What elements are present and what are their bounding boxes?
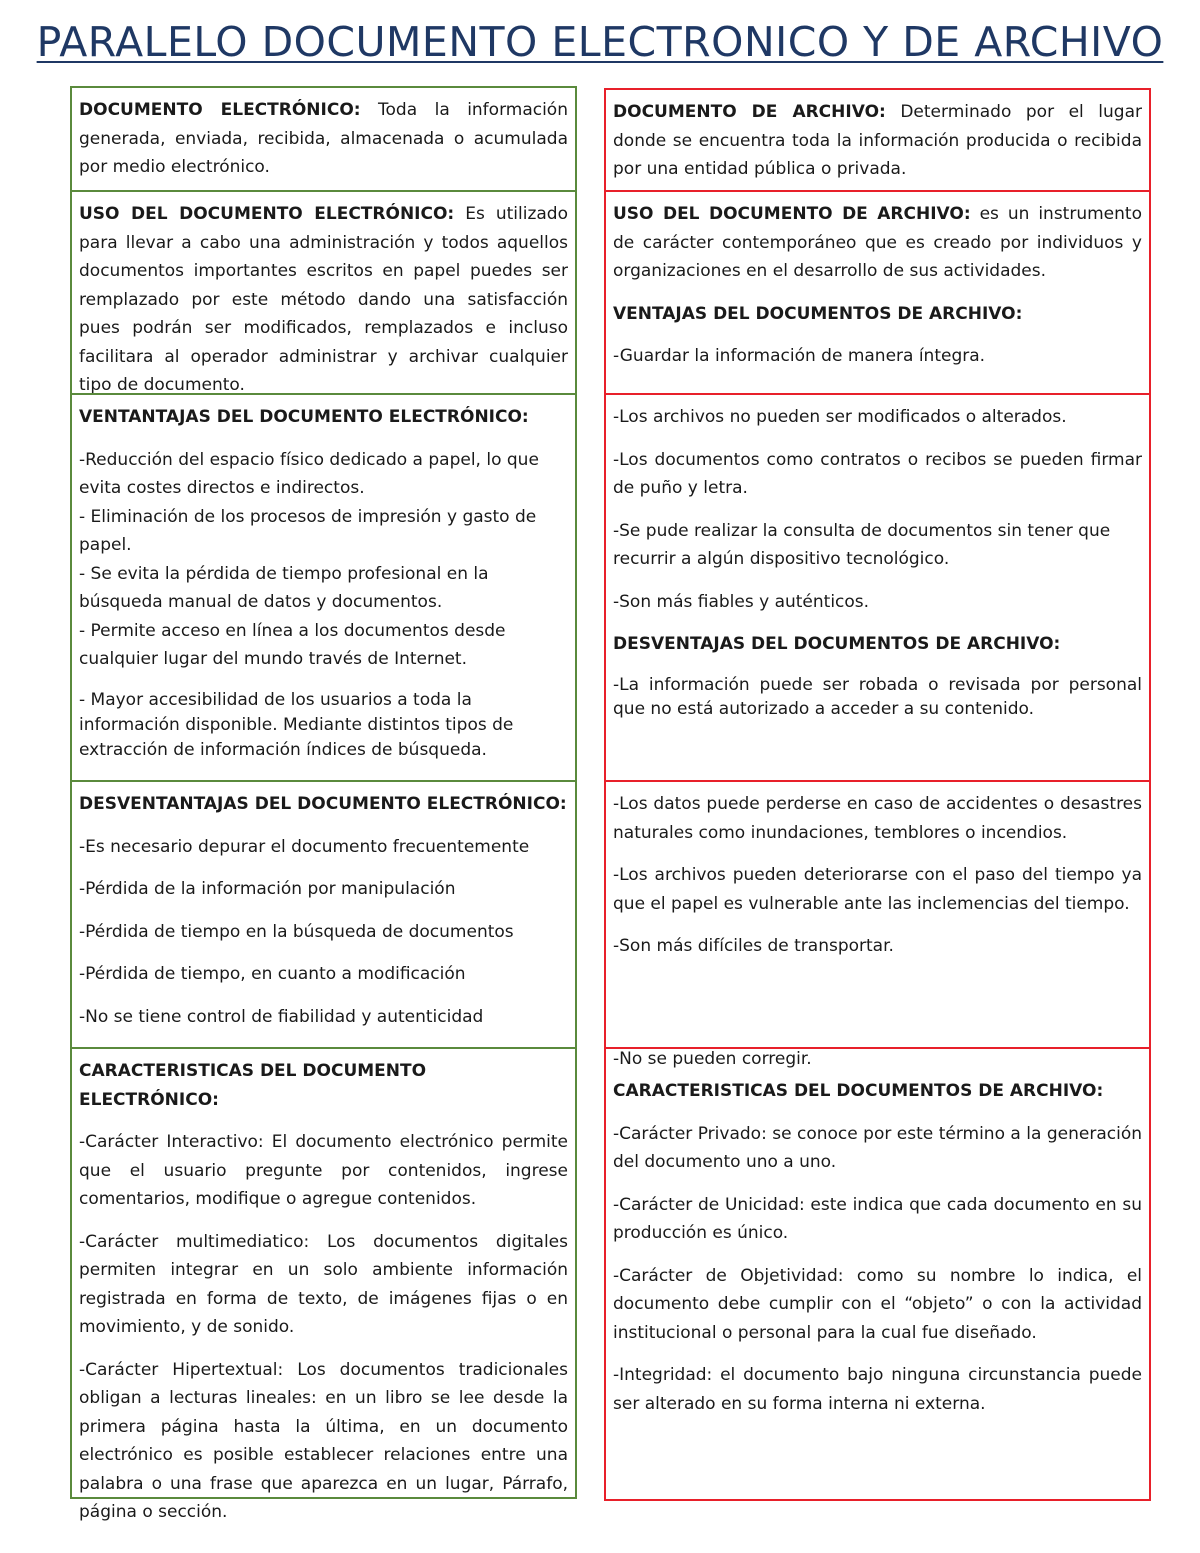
list-item: -Carácter de Unicidad: este indica que cada documento en su producción es único. (613, 1194, 1142, 1243)
list-item: - Se evita la pérdida de tiempo profesional en la búsqueda manual de datos y documentos. (79, 563, 489, 612)
electronic-disadvantages-box (70, 780, 577, 1049)
electronic-usage-label: USO DEL DOCUMENTO ELECTRÓNICO: (79, 204, 455, 224)
list-item: -Se pude realizar la consulta de documentos sin tener que recurrir a algún dispositivo tecnológico. (613, 520, 1111, 569)
archive-usage (613, 200, 1142, 286)
archive-usage-text: es un instrumento de carácter contemporáneo que es creado por individuos y organizaciones en el desarrollo de sus actividades. (613, 204, 1142, 281)
electronic-usage (79, 200, 568, 400)
list-item: -Carácter multimediatico: Los documentos digitales permiten integrar en un solo ambiente información registrada en forma de texto, de imágenes fijas o en movimiento, y de sonido. (79, 1231, 568, 1337)
list-item: -Integridad: el documento bajo ninguna circunstancia puede ser alterado en su forma interna ni externa. (613, 1365, 1142, 1414)
list-item: -Pérdida de tiempo, en cuanto a modificación (79, 964, 466, 984)
list-item: - Mayor accesibilidad de los usuarios a toda la información disponible. Mediante distintos tipos de extracción de información índices de búsqueda. (79, 689, 514, 760)
archive-definition-box (604, 88, 1151, 192)
list-item: -No se tiene control de fiabilidad y autenticidad (79, 1006, 484, 1027)
list-item: -Carácter Hipertextual: Los documentos tradicionales obligan a lecturas lineales: en un libro se lee desde la primera página hasta la última, en un documento electrónico es posible establecer relaciones entre una palabra o una frase que aparezca en un lugar, Párrafo, página o sección. (79, 1359, 568, 1522)
archive-advantages-heading: VENTAJAS DEL DOCUMENTOS DE ARCHIVO: (613, 303, 1023, 324)
list-item: -Es necesario depurar el documento frecuentemente (79, 836, 530, 857)
electronic-usage-box (70, 190, 577, 395)
electronic-disadvantages-heading: DESVENTANTAJAS DEL DOCUMENTO ELECTRÓNICO: (79, 794, 567, 814)
archive-advantages-box (604, 393, 1151, 782)
archive-disadvantages-box (604, 780, 1151, 1049)
archive-disadvantages-heading: DESVENTAJAS DEL DOCUMENTOS DE ARCHIVO: (613, 634, 1061, 654)
list-item: -Carácter Privado: se conoce por este término a la generación del documento uno a uno. (613, 1123, 1142, 1172)
electronic-definition-box (70, 86, 577, 192)
electronic-usage-text: Es utilizado para llevar a cabo una administración y todos aquellos documentos importantes escritos en papel puedes ser remplazado por este método dando una satisfacción pues podrán ser modificados, remplazados e incluso facilitara al operador administrar y archivar cualquier tipo de documento. (79, 204, 568, 395)
list-item: -Pérdida de tiempo en la búsqueda de documentos (79, 921, 514, 942)
archive-characteristics-box (604, 1047, 1151, 1501)
electronic-definition (79, 96, 568, 182)
archive-usage-label: USO DEL DOCUMENTO DE ARCHIVO: (613, 204, 971, 224)
list-item: -Reducción del espacio físico dedicado a papel, lo que evita costes directos e indirectos. (79, 449, 539, 498)
electronic-definition-label: DOCUMENTO ELECTRÓNICO: (79, 100, 361, 120)
list-item: -Los datos puede perderse en caso de accidentes o desastres naturales como inundaciones, temblores o incendios. (613, 794, 1142, 843)
electronic-advantages-box (70, 393, 577, 782)
archive-definition-text: Determinado por el lugar donde se encuentra toda la información producida o recibida por una entidad pública o privada. (613, 102, 1142, 179)
list-item: - Eliminación de los procesos de impresión y gasto de papel. (79, 506, 537, 555)
archive-definition (613, 98, 1142, 184)
electronic-characteristics-box (70, 1047, 577, 1522)
archive-definition-label: DOCUMENTO DE ARCHIVO: (613, 102, 886, 122)
list-item: -La información puede ser robada o revisada por personal que no está autorizado a acceder a su contenido. (613, 674, 1142, 719)
list-item: -Carácter de Objetividad: como su nombre lo indica, el documento debe cumplir con el “objeto” o con la actividad institucional o personal para la cual fue diseñado. (613, 1265, 1142, 1343)
list-item: -No se pueden corregir. (613, 1049, 812, 1069)
page-title: PARALELO DOCUMENTO ELECTRONICO Y DE ARCHIVO (36, 18, 1164, 66)
electronic-advantages-heading: VENTANTAJAS DEL DOCUMENTO ELECTRÓNICO: (79, 407, 529, 427)
list-item: -Pérdida de la información por manipulación (79, 879, 456, 899)
list-item: -Guardar la información de manera íntegra. (613, 346, 986, 366)
list-item: -Carácter Interactivo: El documento electrónico permite que el usuario pregunte por contenidos, ingrese comentarios, modifique o agregue contenidos. (79, 1132, 568, 1209)
list-item: -Son más fiables y auténticos. (613, 591, 870, 612)
electronic-characteristics-heading: CARACTERISTICAS DEL DOCUMENTO ELECTRÓNICO: (79, 1061, 427, 1110)
list-item: -Los archivos no pueden ser modificados o alterados. (613, 407, 1067, 427)
list-item: - Permite acceso en línea a los documentos desde cualquier lugar del mundo través de Internet. (79, 620, 506, 669)
archive-characteristics-heading: CARACTERISTICAS DEL DOCUMENTOS DE ARCHIVO: (613, 1081, 1104, 1101)
electronic-definition-text: Toda la información generada, enviada, recibida, almacenada o acumulada por medio electrónico. (79, 100, 568, 177)
archive-usage-box (604, 190, 1151, 395)
list-item: -Los documentos como contratos o recibos se pueden firmar de puño y letra. (613, 449, 1142, 498)
list-item: -Son más difíciles de transportar. (613, 936, 894, 956)
list-item: -Los archivos pueden deteriorarse con el paso del tiempo ya que el papel es vulnerable ante las inclemencias del tiempo. (613, 865, 1142, 914)
